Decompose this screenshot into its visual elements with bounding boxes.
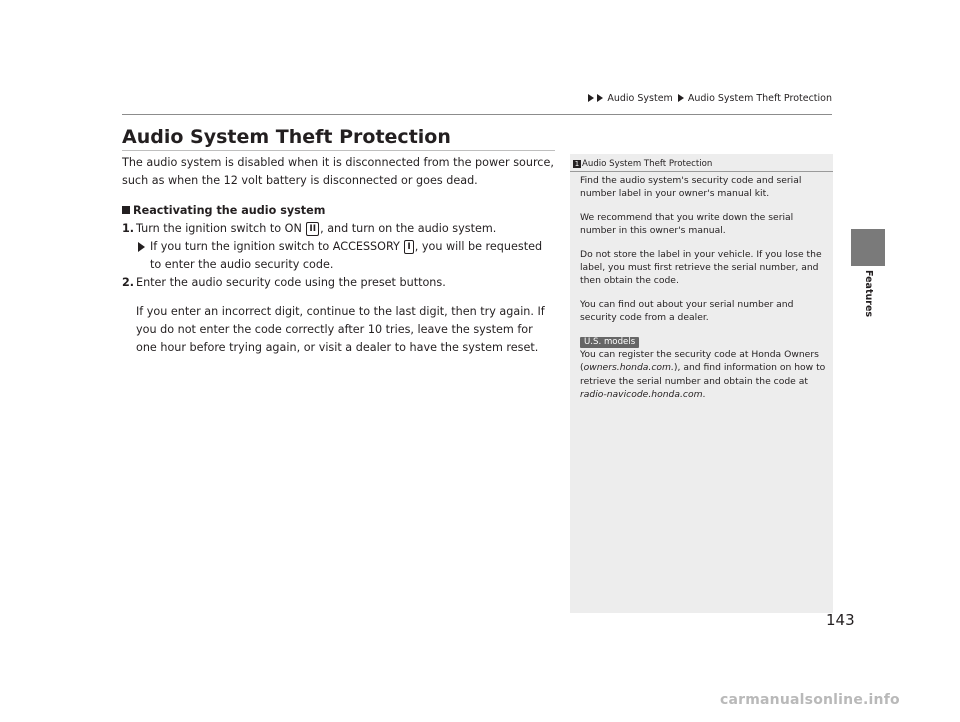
main-content — [122, 154, 556, 357]
sidebar-body — [580, 174, 830, 412]
step-1 — [122, 220, 556, 238]
page-title: Audio System Theft Protection — [122, 126, 451, 148]
step-text — [136, 220, 496, 238]
sidebar-text-part: . — [702, 389, 706, 401]
page-number: 143 — [826, 611, 855, 629]
step-text-part: , and turn on the audio system. — [320, 222, 497, 235]
section-tab — [851, 229, 885, 266]
note-text — [150, 238, 556, 274]
reference-mark-icon: 1 — [574, 160, 580, 168]
intro-text: The audio system is disabled when it is disconnected from the power source, such as when the 12 volt battery is disconnected or goes dead. — [122, 156, 554, 187]
step-number: 1. — [122, 222, 135, 235]
section-heading — [122, 202, 556, 220]
ignition-on-key-icon: II — [306, 222, 319, 236]
arrow-right-icon — [588, 94, 594, 102]
section-heading-text: Reactivating the audio system — [133, 204, 326, 217]
sidebar-paragraph: We recommend that you write down the serial number in this owner's manual. — [580, 211, 794, 237]
ignition-accessory-key-icon: I — [404, 240, 413, 254]
sidebar-paragraph: Find the audio system's security code and serial number label in your owner's manual kit. — [580, 175, 802, 200]
note-text-part: If you turn the ignition switch to ACCESSORY — [150, 240, 404, 253]
arrow-right-icon — [138, 242, 145, 252]
sidebar-text-part: You can register the security code at Honda Owners ( — [580, 349, 819, 374]
region-badge — [580, 335, 830, 348]
section-label: Features — [863, 270, 874, 318]
us-models-badge: U.S. models — [580, 337, 639, 348]
step-number: 2. — [122, 276, 135, 289]
sidebar-paragraph — [580, 348, 830, 402]
step-2-detail: If you enter an incorrect digit, continue to the last digit, then try again. If you do not enter the code correctly after 10 tries, leave the system for one hour before trying again, or visit a dealer to have the system reset. — [136, 305, 545, 354]
step-1-note — [122, 238, 556, 274]
sidebar-paragraph: Do not store the label in your vehicle. If you lose the label, you must first retrieve the serial number, and then obtain the code. — [580, 248, 822, 287]
step-text: Enter the audio security code using the preset buttons. — [136, 276, 446, 289]
radio-code-link[interactable]: radio-navicode.honda.com — [580, 389, 703, 401]
square-bullet-icon — [122, 206, 130, 214]
breadcrumb — [560, 93, 832, 104]
step-text-part: Turn the ignition switch to ON — [136, 222, 306, 235]
header-divider — [122, 114, 832, 115]
sidebar-notes — [570, 154, 833, 613]
breadcrumb-audio-system[interactable]: Audio System — [607, 93, 673, 104]
arrow-right-icon — [678, 94, 684, 102]
title-divider — [122, 150, 555, 151]
note-text-part: , you will be requested to enter the audio security code. — [150, 240, 543, 271]
sidebar-title — [570, 157, 833, 172]
sidebar-text-part: ), and find information on how to retrieve the serial number and obtain the code at — [580, 362, 826, 387]
arrow-right-icon — [597, 94, 603, 102]
step-2 — [122, 274, 556, 292]
watermark: carmanualsonline.info — [720, 692, 900, 708]
sidebar-paragraph: You can find out about your serial number and security code from a dealer. — [580, 298, 794, 324]
owners-link[interactable]: owners.honda.com. — [583, 362, 674, 374]
breadcrumb-theft-protection[interactable]: Audio System Theft Protection — [687, 93, 832, 104]
sidebar-title-text: Audio System Theft Protection — [582, 159, 713, 169]
